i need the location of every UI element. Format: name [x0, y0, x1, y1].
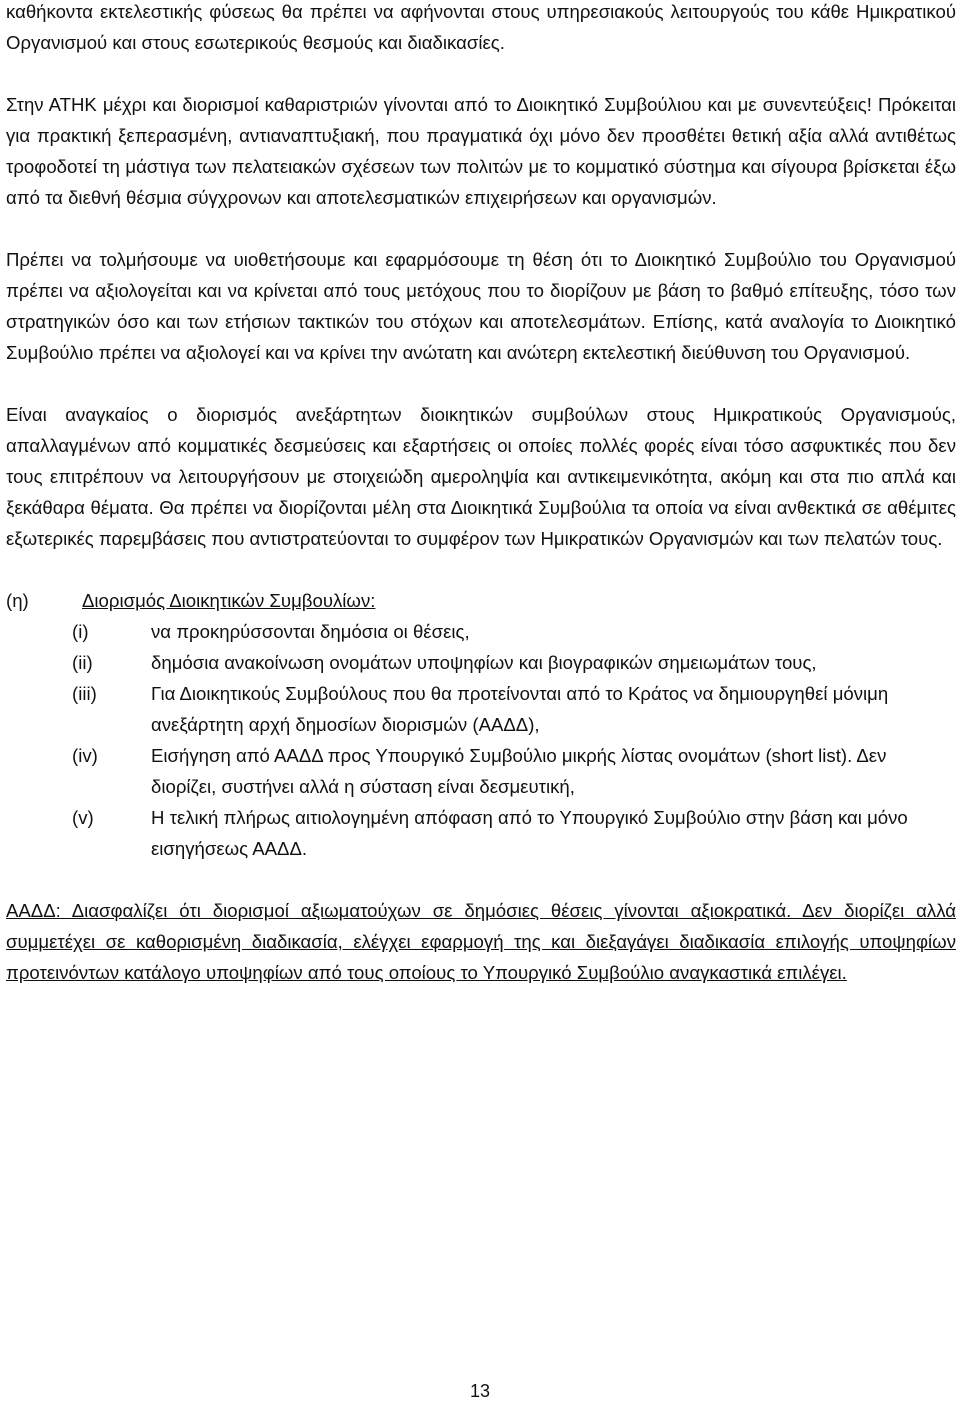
list-item [6, 616, 956, 647]
list-item-text: Για Διοικητικούς Συμβούλους που θα προτείνονται από το Κράτος να δημιουργηθεί μόνιμη ανεξάρτητη αρχή δημοσίων διορισμών (ΑΑΔΔ), [151, 683, 889, 735]
paragraph-independent-directors: Είναι αναγκαίος ο διορισμός ανεξάρτητων διοικητικών συμβούλων στους Ημικρατικούς Οργανισμούς, απαλλαγμένων από κομματικές δεσμεύσεις και εξαρτήσεις οι οποίες πολλές φορές είναι τόσο ασφυκτικές που δεν τους επιτρέπουν να λειτουργήσουν με στοιχειώδη αμεροληψία και αντικειμενικότητα, ακόμη και στα πιο απλά και ξεκάθαρα θέματα. Θα πρέπει να διορίζονται μέλη στα Διοικητικά Συμβούλια τα οποία να είναι ανθεκτικά σε αθέμιτες εξωτερικές παρεμβάσεις που αντιστρατεύονται το συμφέρον των Ημικρατικών Οργανισμών και των πελατών τους. [6, 404, 956, 549]
document-page [6, 0, 956, 988]
page-number: 13 [469, 1381, 491, 1401]
closing-paragraph-aadd: ΑΑΔΔ: Διασφαλίζει ότι διορισμοί αξιωματούχων σε δημόσιες θέσεις γίνονται αξιοκρατικά. Δεν διορίζει αλλά συμμετέχει σε καθορισμένη διαδικασία, ελέγχει εφαρμογή της και διεξαγάγει διαδικασία επιλογής υποψηφίων προτεινόντων κατάλογο υποψηφίων από τους οποίους το Υπουργικό Συμβούλιο αναγκαστικά επιλέγει. [6, 900, 956, 983]
list-item-number: (v) [72, 807, 94, 828]
section-heading [6, 585, 956, 616]
list-item-number: (ii) [72, 652, 93, 673]
paragraph-continuation: καθήκοντα εκτελεστικής φύσεως θα πρέπει να αφήνονται στους υπηρεσιακούς λειτουργούς του κάθε Ημικρατικού Οργανισμού και στους εσωτερικούς θεσμούς και διαδικασίες. [6, 1, 956, 53]
list-item-text: Η τελική πλήρως αιτιολογημένη απόφαση από το Υπουργικό Συμβούλιο στην βάση και μόνο εισηγήσεως ΑΑΔΔ. [151, 807, 908, 859]
list-item [6, 647, 956, 678]
list-item [6, 802, 956, 864]
appointment-steps-list [6, 616, 956, 864]
list-item-text: δημόσια ανακοίνωση ονομάτων υποψηφίων και βιογραφικών σημειωμάτων τους, [151, 652, 817, 673]
section-title: Διορισμός Διοικητικών Συμβουλίων: [82, 590, 376, 611]
list-item-number: (i) [72, 621, 89, 642]
list-item [6, 678, 956, 740]
list-item-number: (iv) [72, 745, 98, 766]
paragraph-atik: Στην ΑΤΗΚ μέχρι και διορισμοί καθαριστριών γίνονται από το Διοικητικό Συμβούλιου και με συνεντεύξεις! Πρόκειται για πρακτική ξεπερασμένη, αντιαναπτυξιακή, που πραγματικά όχι μόνο δεν προσθέτει θετική αξία αλλά αντιθέτως τροφοδοτεί τη μάστιγα των πελατειακών σχέσεων των πολιτών με το κομματικό σύστημα και σίγουρα βρίσκεται έξω από τα διεθνή θέσμια σύγχρονων και αποτελεσματικών επιχειρήσεων και οργανισμών. [6, 94, 956, 208]
section-label: (η) [6, 590, 29, 611]
list-item-text: Εισήγηση από ΑΑΔΔ προς Υπουργικό Συμβούλιο μικρής λίστας ονομάτων (short list). Δεν διορίζει, συστήνει αλλά η σύσταση είναι δεσμευτική, [151, 745, 887, 797]
list-item [6, 740, 956, 802]
paragraph-board-evaluation: Πρέπει να τολμήσουμε να υιοθετήσουμε και εφαρμόσουμε τη θέση ότι το Διοικητικό Συμβούλιο του Οργανισμού πρέπει να αξιολογείται και να κρίνεται από τους μετόχους που το διορίζουν με βάση το βαθμό επίτευξης, τόσο των στρατηγικών όσο και των ετήσιων τακτικών του στόχων και αποτελεσμάτων. Επίσης, κατά αναλογία το Διοικητικό Συμβούλιο πρέπει να αξιολογεί και να κρίνει την ανώτατη και ανώτερη εκτελεστική διεύθυνση του Οργανισμού. [6, 249, 956, 363]
list-item-text: να προκηρύσσονται δημόσια οι θέσεις, [151, 621, 470, 642]
list-item-number: (iii) [72, 683, 97, 704]
